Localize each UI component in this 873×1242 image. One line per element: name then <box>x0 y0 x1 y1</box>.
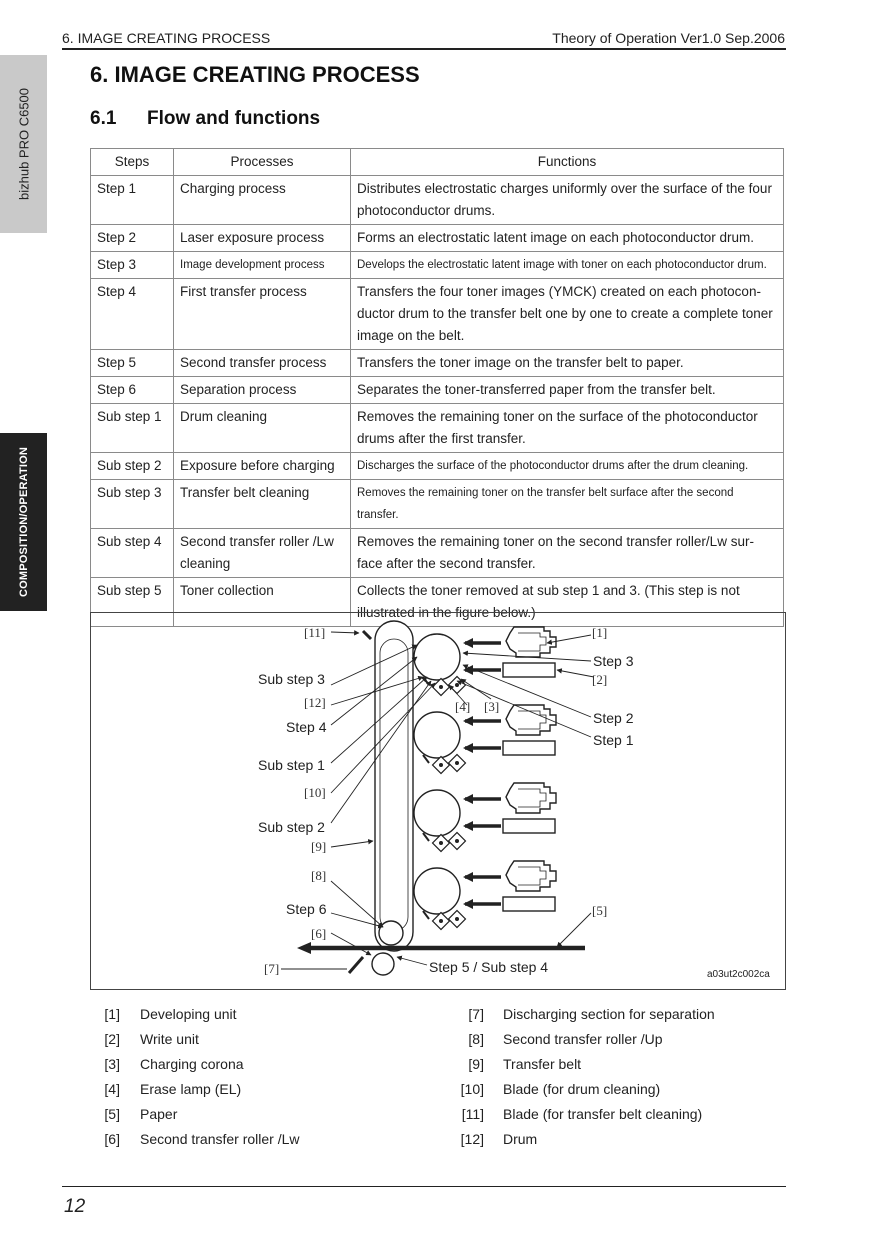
step-cell: Sub step 1 <box>91 404 174 453</box>
header-doc-title: Theory of Operation Ver1.0 Sep.2006 <box>552 30 785 46</box>
function-cell: Develops the electrostatic latent image with toner on each photoconductor drum. <box>351 252 784 279</box>
table-header-row <box>91 149 784 176</box>
legend-text: Paper <box>140 1106 178 1122</box>
footer-rule <box>62 1186 786 1187</box>
drum <box>414 790 460 836</box>
legend-number: [12] <box>460 1131 484 1147</box>
legend-text: Write unit <box>140 1031 199 1047</box>
legend-text: Second transfer roller /Up <box>503 1031 663 1047</box>
drum <box>414 712 460 758</box>
belt-cleaning-blade <box>363 631 371 639</box>
page-title: 6. IMAGE CREATING PROCESS <box>90 62 420 87</box>
fig-label-step6: Step 6 <box>286 901 327 917</box>
process-cell: First transfer process <box>174 279 351 350</box>
fig-label-12: [12] <box>304 695 326 710</box>
legend-text: Charging corona <box>140 1056 244 1072</box>
step-cell: Sub step 2 <box>91 453 174 480</box>
fig-label-6: [6] <box>311 926 327 941</box>
function-cell: Transfers the toner image on the transfer belt to paper. <box>351 350 784 377</box>
fig-label-7: [7] <box>264 961 280 976</box>
step-cell: Step 2 <box>91 225 174 252</box>
step-cell: Sub step 5 <box>91 578 174 627</box>
fig-label-step1: Step 1 <box>593 732 634 748</box>
legend-text: Developing unit <box>140 1006 237 1022</box>
write-unit <box>503 741 555 755</box>
function-cell: Transfers the four toner images (YMCK) created on each photocon-ductor drum to the transfer belt one by one to create a complete toner image on the belt. <box>351 279 784 350</box>
legend-number: [9] <box>468 1056 484 1072</box>
fig-label-step4: Step 4 <box>286 719 327 735</box>
process-cell: Second transfer process <box>174 350 351 377</box>
side-tab-model <box>0 55 47 233</box>
table-row <box>91 480 784 529</box>
table-row <box>91 404 784 453</box>
process-diagram <box>91 613 785 989</box>
subsection-heading <box>90 108 320 130</box>
step-cell: Step 3 <box>91 252 174 279</box>
process-cell: Separation process <box>174 377 351 404</box>
discharging-section <box>349 957 363 973</box>
side-tab-chapter <box>0 433 47 611</box>
table-header: Functions <box>351 149 784 176</box>
table-row <box>91 377 784 404</box>
fig-label-step5: Step 5 / Sub step 4 <box>429 959 549 975</box>
process-cell: Charging process <box>174 176 351 225</box>
table-row <box>91 252 784 279</box>
legend-number: [6] <box>104 1131 120 1147</box>
fig-code: a03ut2c002ca <box>707 969 770 980</box>
step-cell: Step 1 <box>91 176 174 225</box>
step-cell: Sub step 4 <box>91 529 174 578</box>
legend-text: Blade (for transfer belt cleaning) <box>503 1106 703 1122</box>
process-cell: Drum cleaning <box>174 404 351 453</box>
write-unit <box>503 663 555 677</box>
function-cell: Distributes electrostatic charges uniformly over the surface of the four photoconductor drums. <box>351 176 784 225</box>
function-cell: Removes the remaining toner on the transfer belt surface after the second transfer. <box>351 480 784 529</box>
subsection-title: Flow and functions <box>147 108 321 129</box>
fig-label-10: [10] <box>304 785 326 800</box>
process-cell: Transfer belt cleaning <box>174 480 351 529</box>
fig-label-substep1: Sub step 1 <box>258 757 325 773</box>
fig-label-11: [11] <box>304 625 326 640</box>
legend-number: [8] <box>468 1031 484 1047</box>
step-cell: Sub step 3 <box>91 480 174 529</box>
legend-number: [11] <box>461 1106 484 1122</box>
legend-text: Transfer belt <box>503 1056 582 1072</box>
fig-label-substep3: Sub step 3 <box>258 671 325 687</box>
legend-text: Second transfer roller /Lw <box>140 1131 300 1147</box>
legend-number: [10] <box>460 1081 484 1097</box>
table-row <box>91 225 784 252</box>
toner-arrows <box>463 638 501 909</box>
function-cell: Discharges the surface of the photoconductor drums after the drum cleaning. <box>351 453 784 480</box>
step-cell: Step 4 <box>91 279 174 350</box>
legend-number: [7] <box>468 1006 484 1022</box>
table-row <box>91 529 784 578</box>
flow-table <box>90 148 784 627</box>
page-number: 12 <box>64 1196 86 1217</box>
legend-number: [2] <box>104 1031 120 1047</box>
process-cell: Exposure before charging <box>174 453 351 480</box>
legend-number: [3] <box>104 1056 120 1072</box>
header-rule <box>62 48 786 50</box>
legend-number: [4] <box>104 1081 120 1097</box>
drum <box>414 868 460 914</box>
fig-label-step3: Step 3 <box>593 653 634 669</box>
legend-text: Erase lamp (EL) <box>140 1081 242 1097</box>
process-figure <box>90 612 786 990</box>
table-row <box>91 350 784 377</box>
fig-label-step2: Step 2 <box>593 710 634 726</box>
legend-number: [1] <box>104 1006 120 1022</box>
process-cell: Second transfer roller /Lw cleaning <box>174 529 351 578</box>
table-row <box>91 279 784 350</box>
transfer-belt <box>375 621 413 951</box>
step-cell: Step 5 <box>91 350 174 377</box>
legend-text: Drum <box>503 1131 538 1147</box>
subsection-number: 6.1 <box>90 108 117 129</box>
table-header: Steps <box>91 149 174 176</box>
fig-label-2: [2] <box>592 672 608 687</box>
function-cell: Removes the remaining toner on the surface of the photoconductor drums after the first transfer. <box>351 404 784 453</box>
second-transfer-roller-lw <box>372 953 394 975</box>
header-section: 6. IMAGE CREATING PROCESS <box>62 30 271 46</box>
drum <box>414 634 460 680</box>
side-tab-chapter-label: COMPOSITION/OPERATION <box>17 446 30 598</box>
fig-label-3: [3] <box>484 699 500 714</box>
legend-text: Discharging section for separation <box>503 1006 715 1022</box>
fig-label-5: [5] <box>592 903 608 918</box>
fig-label-substep2: Sub step 2 <box>258 819 325 835</box>
table-row <box>91 176 784 225</box>
second-transfer-roller-up <box>379 921 403 945</box>
process-cell: Laser exposure process <box>174 225 351 252</box>
table-row <box>91 453 784 480</box>
fig-label-8: [8] <box>311 868 327 883</box>
step-cell: Step 6 <box>91 377 174 404</box>
function-cell: Forms an electrostatic latent image on each photoconductor drum. <box>351 225 784 252</box>
legend-text: Blade (for drum cleaning) <box>503 1081 661 1097</box>
write-unit <box>503 819 555 833</box>
function-cell: Removes the remaining toner on the second transfer roller/Lw sur-face after the second transfer. <box>351 529 784 578</box>
function-cell: Separates the toner-transferred paper from the transfer belt. <box>351 377 784 404</box>
function-cell: Collects the toner removed at sub step 1 and 3. (This step is not illustrated in the figure below.) <box>351 578 784 627</box>
process-cell: Image development process <box>174 252 351 279</box>
legend-number: [5] <box>104 1106 120 1122</box>
table-header: Processes <box>174 149 351 176</box>
write-unit <box>503 897 555 911</box>
fig-label-9: [9] <box>311 839 327 854</box>
side-tab-model-label: bizhub PRO C6500 <box>16 87 31 201</box>
fig-label-1: [1] <box>592 625 608 640</box>
process-cell: Toner collection <box>174 578 351 627</box>
fig-label-4: [4] <box>455 699 471 714</box>
